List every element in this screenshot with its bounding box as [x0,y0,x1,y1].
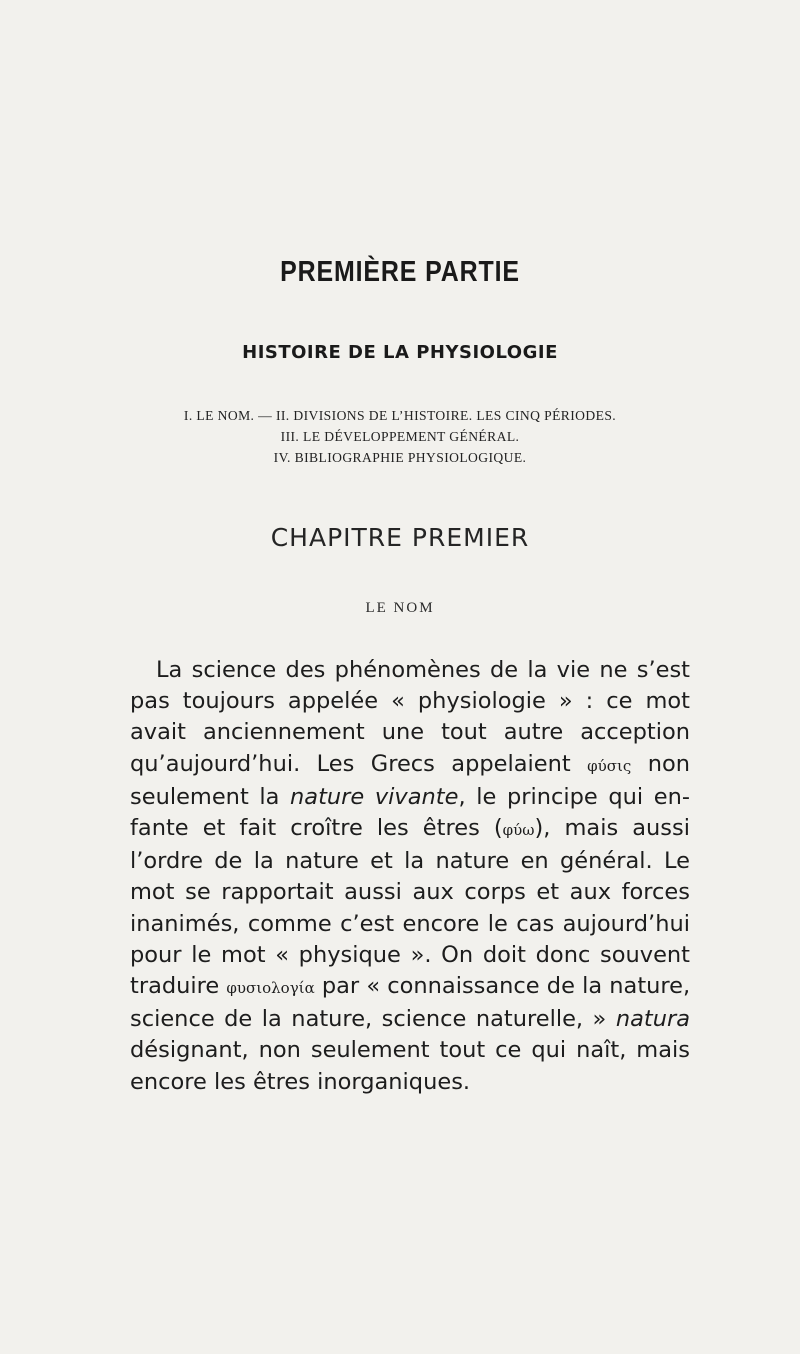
text-segment: non [631,750,690,777]
text-line: inanimés, comme c’est encore le cas aujourd’hui [130,910,690,937]
text-line: l’ordre de la nature et la nature en général. Le [130,848,690,875]
text-line: désignant, non seulement tout ce qui naît, mais [130,1037,690,1064]
text-line [130,813,690,846]
part-title: PREMIÈRE PARTIE [280,256,520,288]
text-segment: qu’aujourd’hui. Les Grecs appelaient [130,750,588,777]
summary-line: III. LE DÉVELOPPEMENT GÉNÉRAL. [280,429,520,444]
text-segment: fante et fait croître les êtres ( [130,815,503,842]
text-segment: par « connaissance de la nature, [314,973,691,1000]
summary-line: IV. BIBLIOGRAPHIE PHYSIOLOGIQUE. [273,450,527,465]
text-line: pour le mot « physique ». On doit donc souvent [130,941,690,968]
italic-word: natura [615,1006,690,1033]
text-line: avait anciennement une tout autre acception [130,719,690,746]
text-segment: seulement la [130,783,291,810]
part-subtitle: HISTOIRE DE LA PHYSIOLOGIE [242,342,558,363]
text-line [130,749,690,782]
text-segment: science de la nature, science naturelle, » [130,1006,616,1033]
text-line [130,782,690,813]
summary-line: I. LE NOM. — II. DIVISIONS DE L’HISTOIRE. LES CINQ PÉRIODES. [183,408,617,423]
text-segment: traduire [130,973,227,1000]
text-line [130,1004,690,1035]
greek-word: φυσιολογία [226,979,315,998]
italic-phrase: nature vivante [290,783,459,810]
text-line [130,971,690,1004]
part-summary [0,405,800,468]
text-line: mot se rapportait aussi aux corps et aux forces [130,879,690,906]
text-segment: ), mais aussi [534,815,690,842]
text-line: pas toujours appelée « physiologie » : ce mot [130,688,690,715]
chapter-name: LE NOM [365,600,435,616]
greek-word: φύσις [587,756,632,775]
text-segment: , le principe qui en- [458,783,690,810]
chapter-title: CHAPITRE PREMIER [270,523,530,552]
body-paragraph [130,655,690,1098]
text-line: La science des phénomènes de la vie ne s’est [156,657,690,683]
greek-word: φύω [502,821,535,840]
text-line: encore les êtres inorganiques. [130,1068,471,1095]
